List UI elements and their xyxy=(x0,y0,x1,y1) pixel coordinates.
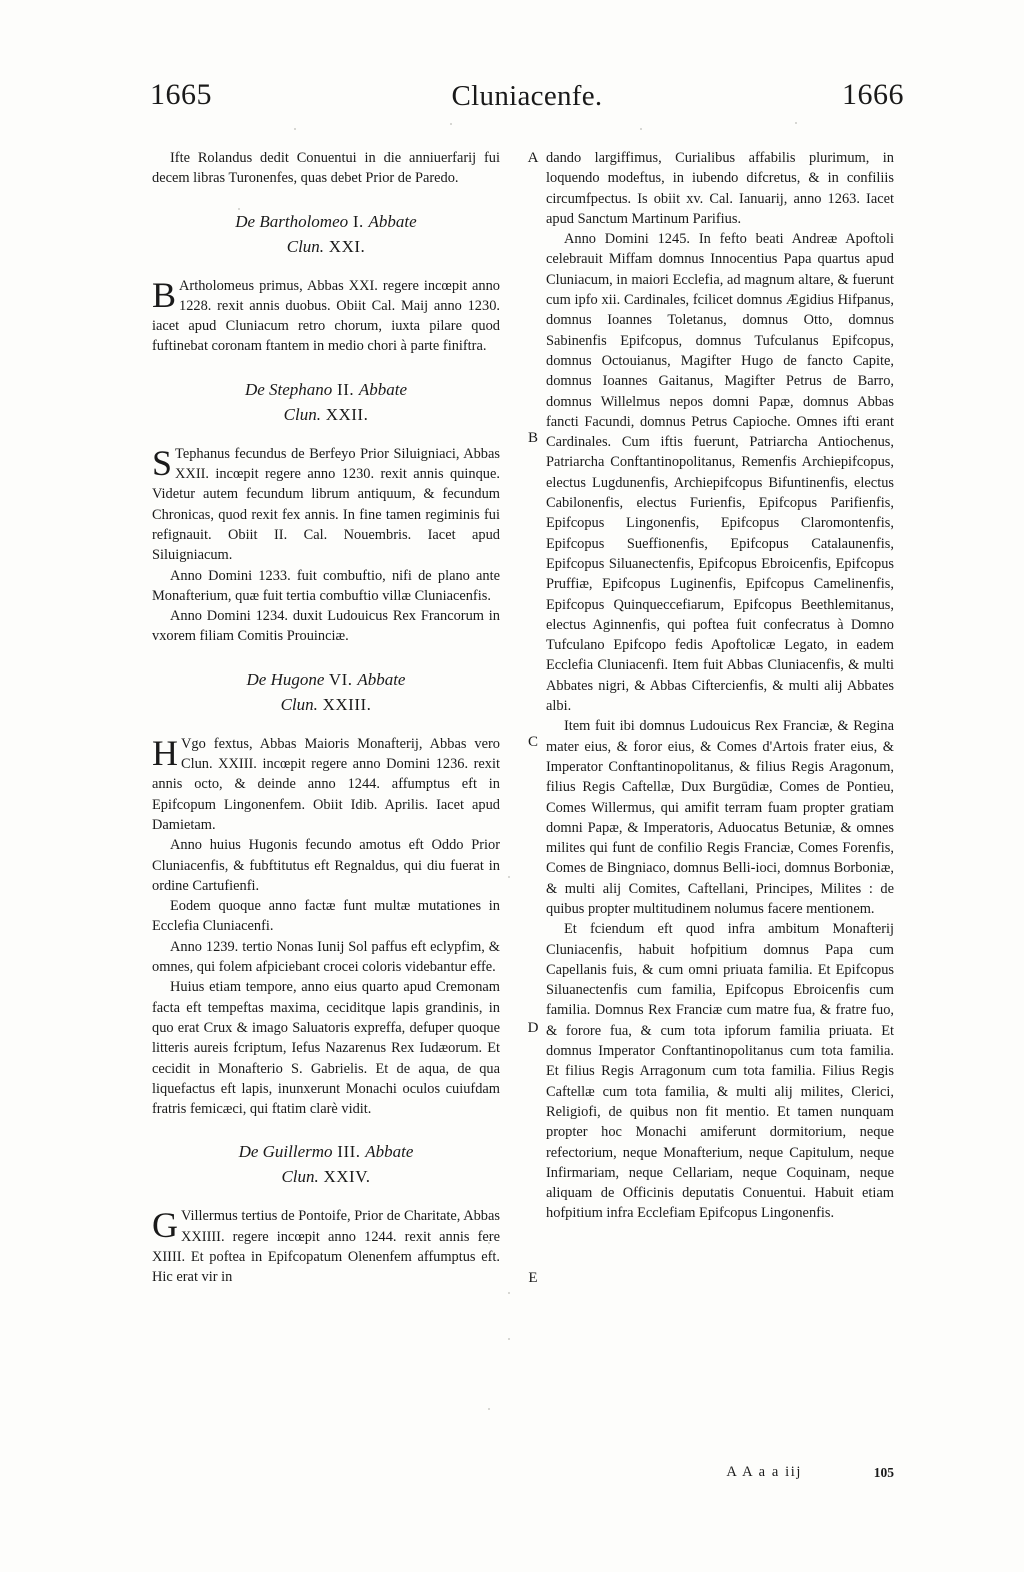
page-title: Cluniacenfe. xyxy=(451,80,603,112)
body-paragraph: dando largiffimus, Curialibus affabilis plurimum, in loquendo modeftus, in iubendo difcretus, & in confiliis circumfpectus. Is obiit xv. Cal. Ianuarij, anno 1263. Iacet apud Sanctum Martinum Parifius. xyxy=(546,150,894,227)
drop-cap-initial: G xyxy=(152,1205,178,1246)
paragraph-text: Artholomeus primus, Abbas XXI. regere incœpit anno 1228. rexit annis duobus. Obiit Cal. Maij anno 1230. iacet apud Cluniacum retro chorum, iuxta pilare quod fuftinebat coronam ftantem in medio chori à parte finiftra. xyxy=(152,277,500,355)
section-heading xyxy=(152,209,500,259)
drop-cap-initial: S xyxy=(152,442,173,483)
margin-letter-e: E xyxy=(528,1270,538,1286)
section-heading xyxy=(152,1139,500,1189)
body-paragraph: Huius etiam tempore, anno eius quarto apud Cremonam facta eft tempeftas maxima, ceciditque lapis grandinis, in quo erat Crux & imago Saluatoris expreffa, defuper quoque litteris aureis fcriptum, Iefus Nazarenus Rex Iudæorum. Et cecidit in Monafterio S. Gabrielis. Et de aqua, de qua liquefactus eft lapis, inunxerunt Monachi oculos cuiufdam fratris femicæci, qui ftatim clarè vidit. xyxy=(152,979,500,1118)
paragraph-text: Vgo fextus, Abbas Maioris Monafterij, Abbas vero Clun. XXIII. incœpit regere anno Domini 1236. rexit annis octo, & deinde anno 1244. affumptus eft in Epifcopum Lingonenfem. Obiit Idib. Aprilis. Iacet apud Damietam. xyxy=(152,735,500,833)
scan-speck xyxy=(450,123,452,125)
body-paragraph: Anno huius Hugonis fecundo amotus eft Oddo Prior Cluniacenfis, & fubftitutus eft Regnaldus, qui diu fuerat in ordine Cartufienfi. xyxy=(152,837,500,894)
section-heading-line-1: De Stephano II. Abbate xyxy=(244,379,408,399)
section-heading-line-1: De Bartholomeo I. Abbate xyxy=(235,211,417,231)
body-paragraph xyxy=(152,1206,500,1287)
margin-letter-d: D xyxy=(527,1020,539,1036)
folio-number-left: 1665 xyxy=(150,78,212,111)
margin-letter-c: C xyxy=(527,734,538,750)
section-heading-line-2: Clun. XXIII. xyxy=(280,694,372,714)
section-heading-line-1: De Hugone VI. Abbate xyxy=(246,669,406,689)
scan-speck xyxy=(640,128,642,130)
section-heading-line-2: Clun. XXI. xyxy=(286,236,366,256)
drop-cap-initial: B xyxy=(152,274,177,315)
section-heading-line-1: De Guillermo III. Abbate xyxy=(238,1142,414,1162)
body-paragraph: Et fciendum eft quod infra ambitum Monafterij Cluniacenfis, habuit hofpitium domnus Papa cum Capellanis fuis, & cum omni priuata familia. Et Epifcopus Siluanectenfis cum familia, Epifcopus Ebroicenfis cum familia. Domnus Rex Franciæ cum matre fua, & fratre fuo, & forore fua, & cum tota ipforum familia priuata. Et domnus Imperator Conftantinopolitanus cum tota familia. Et filius Regis Arragonum cum tota familia. Filius Regis Caftellæ cum tota familia, & multi alij milites, Clerici, Religiofi, de quibus non fit mentio. Et tamen nunquam propter hoc Monachi amiferunt dormitorium, neque refectorium, neque Monafterium, neque Capitulum, neque Infirmariam, neque Cellariam, neque Coquinam, neque aliquam de Officinis deputatis Conuentui. Habuit etiam hofpitium infra Ecclefiam Epifcopus Lingonenfis. xyxy=(546,921,894,1222)
body-paragraph xyxy=(152,444,500,566)
scan-speck xyxy=(795,122,797,124)
margin-letter-b: B xyxy=(527,430,538,446)
section-heading xyxy=(152,667,500,717)
section-heading-line-2: Clun. XXII. xyxy=(283,404,369,424)
scan-speck xyxy=(488,1408,490,1410)
column-left xyxy=(152,148,500,1288)
body-paragraph: Anno Domini 1233. fuit combuftio, nifi de plano ante Monafterium, quæ fuit tertia combuftio villæ Cluniacenfis. xyxy=(152,567,500,604)
signature-mark: A A a a iij xyxy=(726,1464,802,1480)
running-head xyxy=(150,78,904,122)
paragraph-text: Tephanus fecundus de Berfeyo Prior Siluigniaci, Abbas XXII. incœpit regere anno 1230. rexit annis quinque. Videtur autem fecundum librum antiquum, & fecundum Chronicas, quod rexit fex annis. In fine tamen regiminis fui refignauit. Obiit II. Cal. Nouembris. Iacet apud Siluigniacum. xyxy=(152,445,500,564)
body-paragraph xyxy=(152,276,500,357)
body-paragraph: Anno 1239. tertio Nonas Iunij Sol paffus eft eclypfim, & omnes, qui folem afpiciebant crocei coloris videbantur effe. xyxy=(152,938,500,976)
folio-number-right: 1666 xyxy=(842,78,904,111)
text-columns xyxy=(152,148,894,1398)
margin-letter-a: A xyxy=(527,150,539,166)
body-paragraph: Anno Domini 1245. In fefto beati Andreæ Apoftoli celebrauit Miffam domnus Innocentius Papa quartus apud Cluniacum, in maiori Ecclefia, ad magnum altare, & fuerunt cum ipfo xii. Cardinales, fcilicet domnus Ægidius Hifpanus, domnus Ioannes Toletanus, domnus Otto, domnus Sabinenfis Epifcopus, domnus Tufculanus Epifcopus, domnus Octouianus, Magifter Hugo de fancto Capite, domnus Ioannes Gaitanus, Magifter Petrus de Barro, domnus Willelmus nepos domni Papæ, domnus Abbas fancti Facundi, domnus Petrus Capioche. Omnes ifti erant Cardinales. Cum iftis fuerunt, Patriarcha Antiochenus, Patriarcha Conftantinopolitanus, Remenfis Archiepifcopus, electus Lugdunenfis, Archiepifcopus Bifuntinenfis, electus Cabilonenfis, electus Furienfis, Epifcopus Parifienfis, Epifcopus Lingonenfis, Epifcopus Claromontenfis, Epifcopus Sueffionenfis, Epifcopus Catalaunenfis, Epifcopus Siluanectenfis, Epifcopus Ebroicenfis, Epifcopus Pruffiæ, Epifcopus Luginenfis, Epifcopus Camelinenfis, Epifcopus Quinqueccefiarum, Epifcopus Beethlemitanus, electus Aginnenfis, qui poftea fuit confecratus à Domno Tufculano Epifcopo fedis Apoftolicæ Legato, in eadem Ecclefia Cluniacenfi. Item fuit Abbas Cluniacenfis, & multi Abbates nigri, & Abbas Ciftercienfis, & multi alij Abbates albi. xyxy=(546,231,894,715)
page-footer xyxy=(152,1464,894,1486)
body-paragraph: Ifte Rolandus dedit Conuentui in die anniuerfarij fui decem libras Turonenfes, quas debet Prior de Paredo. xyxy=(152,150,500,187)
page-number: 105 xyxy=(873,1465,894,1480)
scan-speck xyxy=(294,128,296,130)
section-heading-line-2: Clun. XXIV. xyxy=(281,1167,371,1187)
body-paragraph: Eodem quoque anno factæ funt multæ mutationes in Ecclefia Cluniacenfi. xyxy=(152,898,500,935)
drop-cap-initial: H xyxy=(152,732,178,773)
body-paragraph: Anno Domini 1234. duxit Ludouicus Rex Francorum in vxorem filiam Comitis Prouinciæ. xyxy=(152,608,500,645)
column-right xyxy=(546,148,894,1224)
body-paragraph: Item fuit ibi domnus Ludouicus Rex Franciæ, & Regina mater eius, & foror eius, & Comes d'Artois frater eius, & Imperator Conftantinopolitanus, & filius Regis Aragonum, filius Regis Caftellæ, Dux Burgūdiæ, Comes de Pontieu, Comes Willermus, qui amifit terram fuam propter gratiam domni Papæ, & Imperatoris, Aduocatus Betuniæ, & omnes milites qui funt de confilio Regis Franciæ, Comes Forenfis, Comes de Bingniaco, domnus Belli-ioci, domnus Borboniæ, & multi alij Comites, Caftellani, Principes, Milites : de quibus propter multitudinem nolumus facere mentionem. xyxy=(546,718,894,917)
section-heading xyxy=(152,377,500,427)
paragraph-text: Villermus tertius de Pontoife, Prior de Charitate, Abbas XXIIII. regere incœpit anno 1244. rexit annis fere XIIII. Et poftea in Epifcopatum Olenenfem affumptus eft. Hic erat vir in xyxy=(152,1208,500,1286)
body-paragraph xyxy=(152,734,500,835)
